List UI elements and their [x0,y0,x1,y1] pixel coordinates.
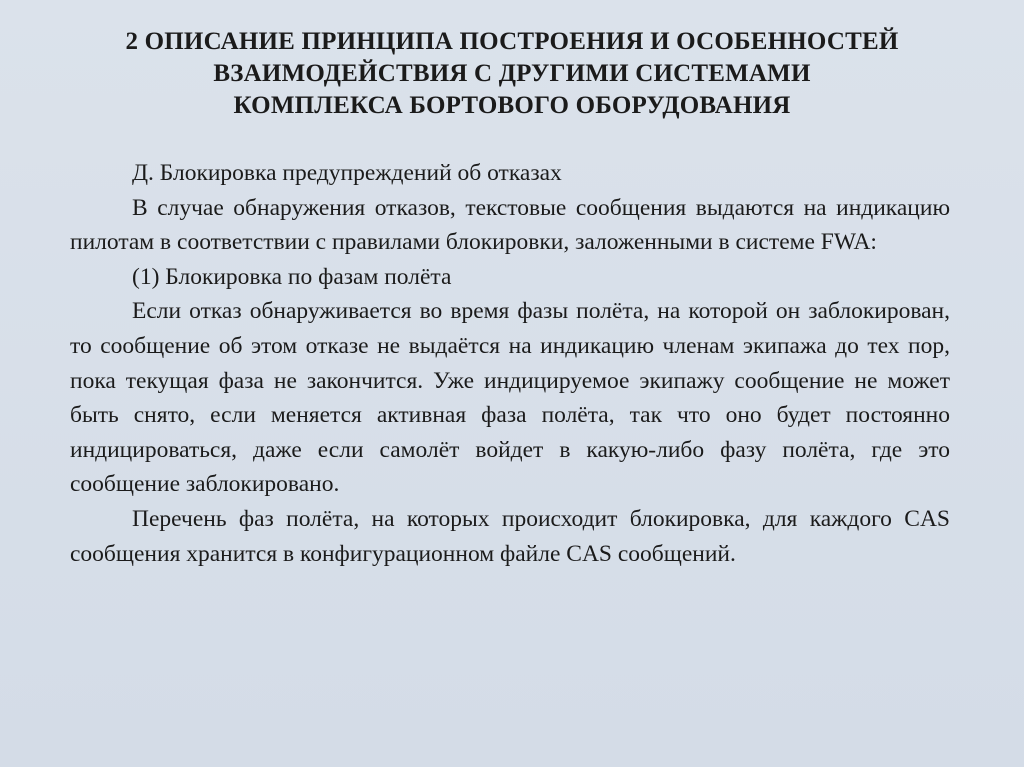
section-heading-blocking: Д. Блокировка предупреждений об отказах [132,160,562,186]
title-line-1: 2 ОПИСАНИЕ ПРИНЦИПА ПОСТРОЕНИЯ И ОСОБЕННОСТЕЙ [125,28,899,55]
paragraph-intro: В случае обнаружения отказов, текстовые сообщения выдаются на индикацию пилотам в соответствии с правилами блокировки, заложенными в системе FWA: [70,194,950,256]
slide-body [70,156,950,571]
title-line-3: КОМПЛЕКСА БОРТОВОГО ОБОРУДОВАНИЯ [233,92,791,119]
slide-title [40,26,984,122]
title-line-2: ВЗАИМОДЕЙСТВИЯ С ДРУГИМИ СИСТЕМАМИ [213,60,811,87]
paragraph-cas-list: Перечень фаз полёта, на которых происходит блокировка, для каждого CAS сообщения хранится в конфигурационном файле CAS сообщений. [70,505,950,567]
paragraph-phase-blocking: Если отказ обнаруживается во время фазы полёта, на которой он заблокирован, то сообщение об этом отказе не выдаётся на индикацию членам экипажа до тех пор, пока текущая фаза не закончится. Уже индицируемое экипажу сообщение не может быть снято, если меняется активная фаза полёта, так что оно будет постоянно индицироваться, даже если самолёт войдет в какую-либо фазу полёта, где это сообщение заблокировано. [70,298,950,498]
subsection-heading-flight-phases: (1) Блокировка по фазам полёта [132,263,452,290]
